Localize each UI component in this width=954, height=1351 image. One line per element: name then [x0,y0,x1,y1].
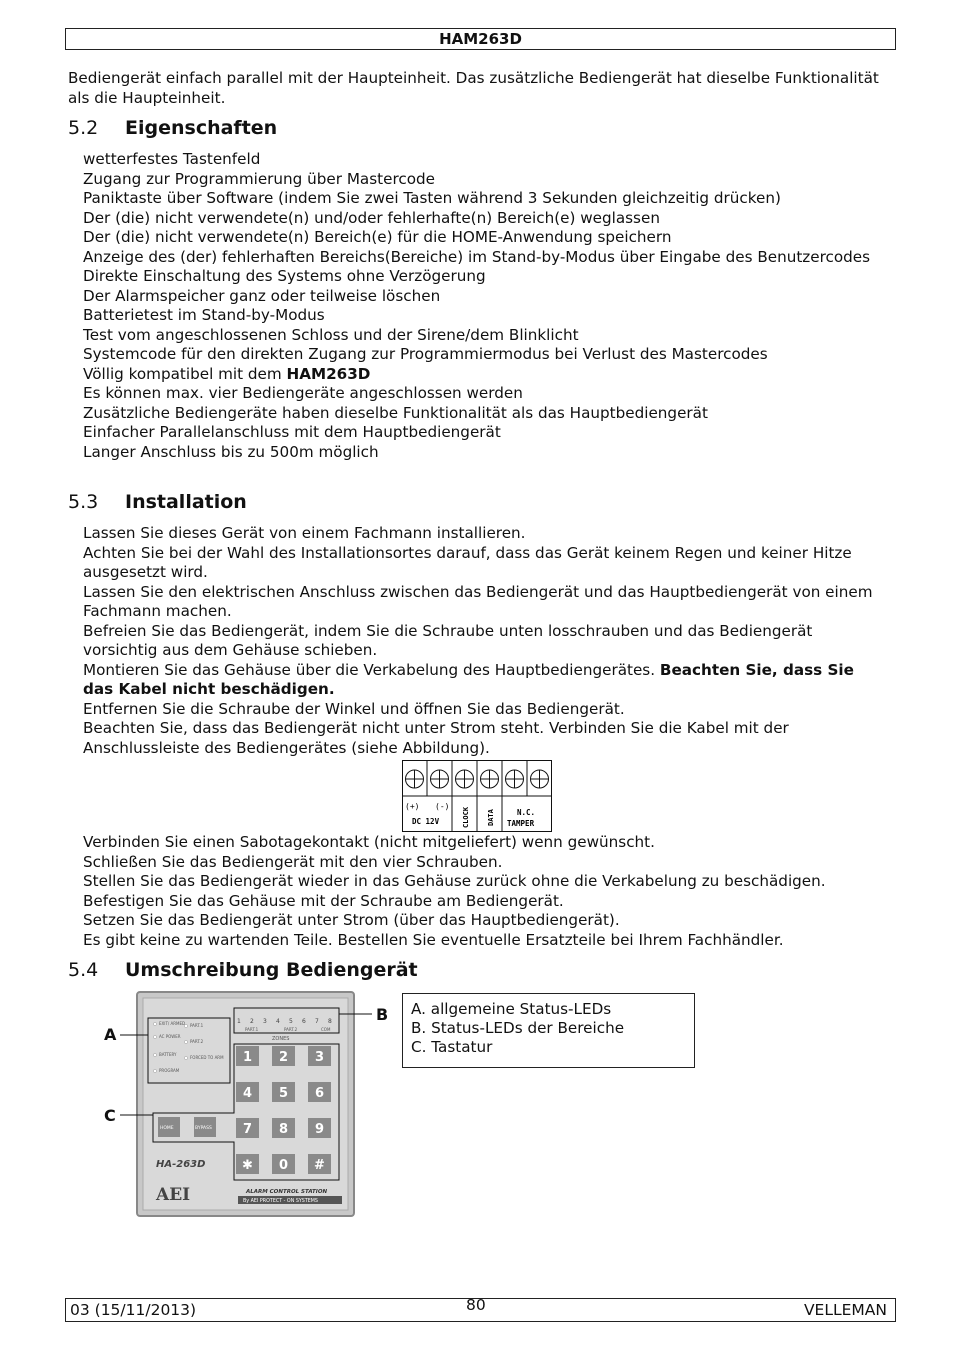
led-label: PART.1 [190,1023,204,1028]
section-number: 5.2 [68,117,99,139]
zone-number: 5 [289,1018,293,1025]
list-item [83,661,883,700]
section-heading-5-2 [68,116,277,140]
legend-item: B. Status-LEDs der Bereiche [411,1019,625,1037]
installation-list [83,524,883,758]
list-item: Systemcode für den direkten Zugang zur Programmiermodus bei Verlust des Mastercodes [83,345,768,363]
list-item [83,365,883,385]
list-item: Stellen Sie das Bediengerät wieder in das Gehäuse zurück ohne die Verkabelung zu beschädigen. [83,872,826,890]
led-label: PROGRAM [159,1068,180,1073]
terminal-nc: N.C. [517,808,536,817]
key-label: 3 [315,1050,325,1065]
list-item: Anzeige des (der) fehlerhaften Bereichs(Bereiche) im Stand-by-Modus über Eingabe des Benutzercodes [83,247,871,266]
terminal-clock: CLOCK [462,806,470,828]
list-item: Einfacher Parallelanschluss mit dem Hauptbediengerät [83,423,501,441]
section-number: 5.4 [68,959,99,981]
brand-logo: AEI [156,1185,191,1205]
list-item: Verbinden Sie einen Sabotagekontakt (nicht mitgeliefert) wenn gewünscht. [83,833,655,851]
section-title: Eigenschaften [125,117,278,139]
part2-label: PART.2 [284,1027,298,1032]
section-title: Umschreibung Bediengerät [125,959,418,981]
zone-number: 3 [263,1018,267,1025]
list-item: Beachten Sie, dass das Bediengerät nicht unter Strom steht. Verbinden Sie die Kabel mit der Anschlussleiste des Bediengerätes (siehe Abbildung). [83,719,789,757]
features-list [83,150,883,462]
com-label: COM [321,1027,331,1032]
key-label: # [314,1158,325,1173]
terminal-dc: DC 12V [412,817,440,826]
compat-model: HAM263D [286,364,371,383]
terminal-minus: (-) [435,802,450,811]
key-label: 8 [279,1122,289,1137]
intro-paragraph: Bediengerät einfach parallel mit der Haupteinheit. Das zusätzliche Bediengerät hat dieselbe Funktionalität als die Haupteinheit. [68,69,879,107]
label-b: B [376,1005,389,1024]
list-item: Es gibt keine zu wartenden Teile. Bestellen Sie eventuelle Ersatzteile bei Ihrem Fachhändler. [83,930,784,949]
led-label: PART.2 [190,1039,204,1044]
key-label: ✱ [242,1158,253,1173]
keypad-illustration [100,990,400,1222]
key-label: 4 [243,1086,253,1101]
zone-number: 2 [250,1018,254,1025]
page-number: 80 [466,1296,486,1314]
section-heading-5-3 [68,490,247,514]
document-header [65,28,896,50]
list-item: Test vom angeschlossenen Schloss und der Sirene/dem Blinklicht [83,325,579,344]
key-label: 2 [279,1050,289,1065]
list-item: Setzen Sie das Bediengerät unter Strom (über das Hauptbediengerät). [83,911,620,929]
list-item: Achten Sie bei der Wahl des Installationsortes darauf, dass das Gerät keinem Regen und keiner Hitze ausgesetzt wird. [83,543,852,581]
zone-number: 8 [328,1018,332,1025]
screw-icon [506,770,524,788]
section-title: Installation [125,491,247,513]
screw-icon [431,770,449,788]
list-item: Direkte Einschaltung des Systems ohne Verzögerung [83,267,486,285]
list-item: Es können max. vier Bediengeräte angeschlossen werden [83,384,523,402]
terminal-data: DATA [487,809,495,826]
key-label: 5 [279,1086,289,1101]
footer-brand: VELLEMAN [803,1301,887,1319]
led-label: EXIT/ ARMED [159,1021,186,1026]
label-a: A [104,1025,117,1044]
mount-warning: Beachten Sie, dass Sie das Kabel nicht beschädigen. [83,660,854,698]
home-key-label: HOME [160,1126,174,1131]
terminal-block-diagram [402,760,552,832]
led-label: FORCED TO ARM [190,1055,224,1060]
key-label: 9 [315,1122,325,1137]
list-item: Batterietest im Stand-by-Modus [83,306,325,324]
screw-icon [481,770,499,788]
list-item: Der Alarmspeicher ganz oder teilweise löschen [83,286,441,305]
list-item: Entfernen Sie die Schraube der Winkel und öffnen Sie das Bediengerät. [83,699,625,718]
screw-icon [456,770,474,788]
list-item: Zugang zur Programmierung über Mastercode [83,169,435,188]
zone-number: 6 [302,1018,306,1025]
list-item: Lassen Sie dieses Gerät von einem Fachmann installieren. [83,524,526,542]
header-title: HAM263D [439,30,522,48]
key-label: 6 [315,1086,325,1101]
keypad-legend [402,993,695,1068]
footer-version: 03 (15/11/2013) [70,1301,197,1319]
legend-item: A. allgemeine Status-LEDs [411,1000,612,1018]
zone-number: 1 [237,1018,241,1025]
section-number: 5.3 [68,491,99,513]
compat-prefix: Völlig kompatibel mit dem [83,364,287,383]
station-label: ALARM CONTROL STATION [246,1189,328,1195]
installation-list-continued [83,833,883,950]
key-label: 7 [243,1122,253,1137]
screw-icon [406,770,424,788]
list-item: Paniktaste über Software (indem Sie zwei Tasten während 3 Sekunden gleichzeitig drücken) [83,189,781,207]
list-item: Der (die) nicht verwendete(n) und/oder fehlerhafte(n) Bereich(e) weglassen [83,208,660,227]
zones-label: ZONES [272,1036,290,1042]
bypass-key-label: BYPASS [195,1126,212,1131]
zone-number: 7 [315,1018,319,1025]
document-footer [65,1298,896,1322]
list-item: Zusätzliche Bediengeräte haben dieselbe Funktionalität als das Hauptbediengerät [83,403,708,422]
list-item: Schließen Sie das Bediengerät mit den vier Schrauben. [83,852,503,871]
list-item: Lassen Sie den elektrischen Anschluss zwischen das Bediengerät und das Hauptbediengerät von einem Fachmann machen. [83,582,873,620]
mount-text: Montieren Sie das Gehäuse über die Verkabelung des Hauptbediengerätes. [83,660,660,679]
section-heading-5-4 [68,958,418,982]
terminal-tamper: TAMPER [507,819,535,828]
model-label: HA-263D [156,1159,206,1170]
key-label: 0 [279,1158,289,1173]
part1-label: PART.1 [245,1027,259,1032]
led-label: BATTERY [159,1052,177,1057]
list-item: wetterfestes Tastenfeld [83,150,261,168]
list-item: Befestigen Sie das Gehäuse mit der Schraube am Bediengerät. [83,891,564,910]
slogan-label: By AEI PROTECT - ON SYSTEMS [243,1199,318,1204]
terminal-plus: (+) [405,802,420,811]
list-item: Der (die) nicht verwendete(n) Bereich(e) für die HOME-Anwendung speichern [83,228,672,246]
zone-number: 4 [276,1018,280,1025]
list-item: Langer Anschluss bis zu 500m möglich [83,442,379,461]
led-label: AC POWER [159,1034,181,1039]
screw-icon [531,770,549,788]
list-item: Befreien Sie das Bediengerät, indem Sie die Schraube unten losschrauben und das Bediengerät vorsichtig aus dem Gehäuse schieben. [83,621,813,659]
key-label: 1 [243,1050,253,1065]
label-c: C [104,1106,116,1125]
legend-item: C. Tastatur [411,1038,493,1056]
